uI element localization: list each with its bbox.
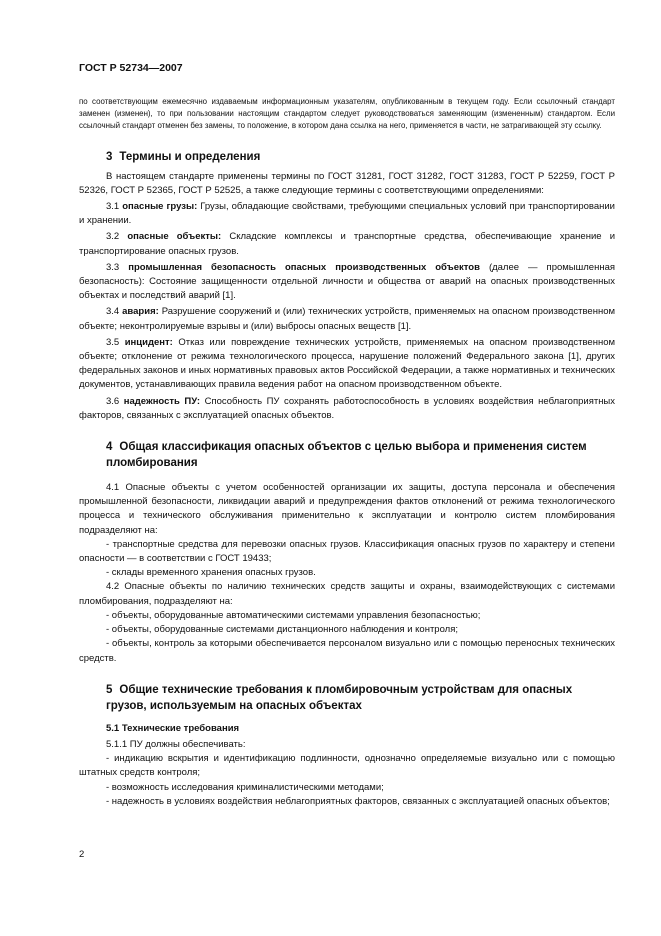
subsection-5-1-title: 5.1 Технические требования — [106, 722, 240, 734]
section-4-heading — [79, 439, 615, 471]
term-number: 3.6 — [106, 395, 120, 407]
document-code: ГОСТ Р 52734—2007 — [79, 62, 183, 74]
intro-paragraph: по соответствующим ежемесячно издаваемым информационным указателям, опубликованным в текущем году. Если ссылочный стандарт заменен (изменен), то при пользовании настоящим стандартом следует руководствоваться заменяющим (измененным) стандартом. Если ссылочный стандарт отменен без замены, то положение, в котором дана ссылка на него, применяется в части, не затрагивающей эту ссылку. — [79, 97, 615, 131]
section-3-title: Термины и определения — [119, 150, 261, 163]
term-number: 3.4 — [106, 306, 120, 318]
term-number: 3.5 — [106, 336, 120, 348]
term-number: 3.1 — [106, 201, 120, 213]
page-content — [79, 96, 615, 809]
clause-4-2-item: - объекты, оборудованные автоматическими системами управления безопасностью; — [106, 609, 481, 621]
term-3-3 — [79, 261, 615, 304]
section-3-number: 3 — [106, 150, 113, 163]
term-name: авария: — [122, 306, 159, 318]
clause-4-2-item: - объекты, контроль за которыми обеспечивается персоналом визуально или с помощью переносных технических средств. — [79, 638, 615, 664]
term-definition: Складские комплексы и транспортные средства, обеспечивающие хранение и транспортирование опасных грузов. — [79, 231, 615, 257]
page-number: 2 — [79, 849, 85, 860]
term-definition: Отказ или повреждение технических устройств, применяемых на опасном производственном объекте; отклонение от режима технологического процесса, нарушение положений Федерального закона [1], других федеральных законов и иных нормативных правовых актов Российской Федерации, а также нормативных и технических документов, устанавливающих правила ведения работ на опасном производственном объекте. — [79, 336, 616, 391]
term-definition: Грузы, обладающие свойствами, требующими специальных условий при транспортировании и хранении. — [79, 201, 615, 227]
section-5-title: Общие технические требования к пломбировочным устройствам для опасных грузов, используемым на опасных объектах — [106, 683, 573, 712]
section-4-title: Общая классификация опасных объектов с целью выбора и применения систем пломбирования — [106, 441, 587, 470]
term-definition: Способность ПУ сохранять работоспособность в условиях воздействия неблагоприятных факторов, связанных с эксплуатацией опасных объектов. — [79, 395, 616, 421]
section-4-body — [79, 481, 615, 666]
term-3-2 — [79, 230, 615, 258]
term-number: 3.2 — [106, 231, 120, 243]
term-name: опасные грузы: — [122, 201, 198, 213]
term-3-6 — [79, 395, 615, 423]
clause-4-2: 4.2 Опасные объекты по наличию технических средств защиты и охраны, взаимодействующих с системами пломбирования, подразделяют на: — [79, 581, 615, 607]
section-3-body — [79, 170, 615, 423]
term-number: 3.3 — [106, 261, 120, 273]
term-name: промышленная безопасность опасных производственных объектов — [128, 261, 480, 273]
section-5-body — [79, 738, 615, 809]
clause-4-1-item: - транспортные средства для перевозки опасных грузов. Классификация опасных грузов по характеру и степени опасности — в соответствии с ГОСТ 19433; — [79, 538, 615, 565]
term-definition: Разрушение сооружений и (или) технических устройств, применяемых на опасном производственном объекте; неконтролируемые взрывы и (или) выбросы опасных веществ [1]. — [79, 306, 616, 332]
section-3-lead: В настоящем стандарте применены термины по ГОСТ 31281, ГОСТ 31282, ГОСТ 31283, ГОСТ Р 52259, ГОСТ Р 52326, ГОСТ Р 52365, ГОСТ Р 52525, а также следующие термины с соответствующими определениями: — [79, 170, 615, 196]
section-4-number: 4 — [106, 441, 113, 454]
term-3-5 — [79, 336, 615, 393]
term-name: надежность ПУ: — [123, 395, 201, 407]
clause-5-1-1-item: - надежность в условиях воздействия неблагоприятных факторов, связанных с эксплуатацией опасных объектов; — [106, 795, 610, 807]
clause-5-1-1: 5.1.1 ПУ должны обеспечивать: — [106, 738, 246, 750]
intro-paragraph-block — [79, 96, 615, 133]
term-3-4 — [79, 305, 615, 333]
clause-5-1-1-item: - индикацию вскрытия и идентификацию подлинности, однозначно определяемые визуально или с помощью штатных средств контроля; — [79, 753, 615, 779]
clause-5-1-1-item: - возможность исследования криминалистическими методами; — [106, 781, 384, 793]
clause-4-1: 4.1 Опасные объекты с учетом особенностей организации их защиты, доступа персонала и обеспечения промышленной безопасности, ликвидации аварий и предупреждения фактов отклонений от режима технологического процесса и технического обслуживания применительно к эксплуатации и контролю систем пломбирования подразделяют на: — [79, 482, 615, 536]
clause-4-2-item: - объекты, оборудованные системами дистанционного наблюдения и контроля; — [106, 624, 458, 636]
section-5-heading — [79, 682, 615, 714]
term-3-1 — [79, 200, 615, 228]
term-definition: (далее — промышленная безопасность): Состояние защищенности отдельной личности и общества от аварий на опасных производственных объектах и последствий аварий [1]. — [79, 261, 615, 302]
section-3-heading — [79, 149, 615, 165]
term-name: инцидент: — [124, 336, 173, 348]
clause-4-1-item: - склады временного хранения опасных грузов. — [106, 567, 316, 579]
term-name: опасные объекты: — [127, 231, 222, 243]
section-5-number: 5 — [106, 683, 113, 696]
